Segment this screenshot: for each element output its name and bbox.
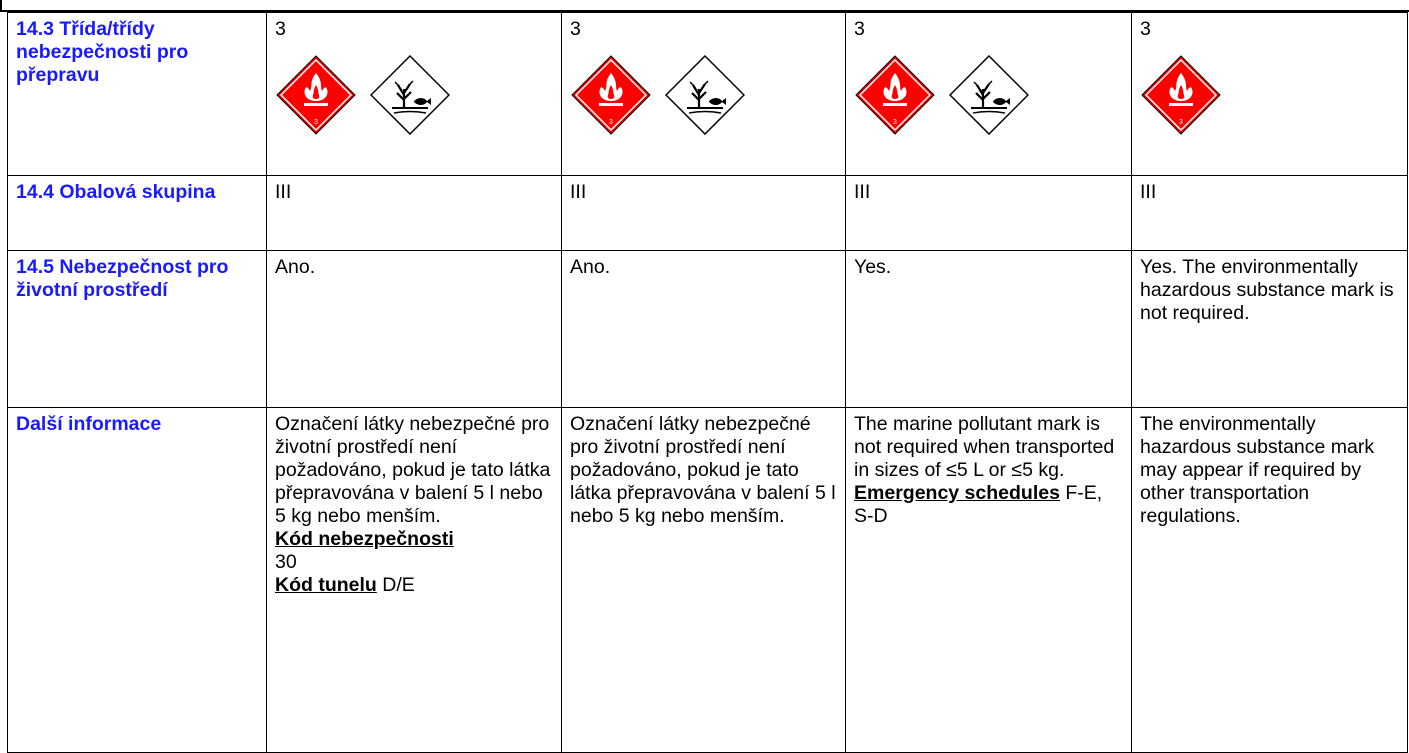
table-row	[8, 408, 1408, 753]
environment-icon	[370, 55, 450, 135]
hazard-code-label: Kód nebezpečnosti	[275, 528, 454, 550]
table-cell	[562, 408, 846, 753]
code-line	[275, 574, 553, 597]
flammable-liquid-icon	[571, 55, 651, 135]
table-cell: Yes.	[846, 251, 1132, 408]
code-line	[275, 528, 553, 574]
info-text: The marine pollutant mark is not required when transported in sizes of ≤5 L or ≤5 kg.	[854, 413, 1115, 481]
info-text: The environmentally hazardous substance mark may appear if required by other transportation regulations.	[1140, 413, 1375, 527]
emergency-schedules-label: Emergency schedules	[854, 482, 1060, 504]
table-cell: III	[1132, 176, 1408, 251]
hazard-code-value: 30	[275, 551, 297, 573]
table-cell	[846, 13, 1132, 176]
tunnel-code-label: Kód tunelu	[275, 574, 377, 596]
class-value: 3	[570, 18, 581, 40]
table-row	[8, 251, 1408, 408]
table-row	[8, 13, 1408, 176]
svg-text:3: 3	[893, 119, 897, 126]
table-cell: III	[846, 176, 1132, 251]
table-cell	[1132, 13, 1408, 176]
table-cell	[846, 408, 1132, 753]
flammable-liquid-icon	[1141, 55, 1221, 135]
svg-text:3: 3	[1179, 119, 1183, 126]
table-cell: Ano.	[267, 251, 562, 408]
tunnel-code-value: D/E	[382, 574, 415, 596]
svg-text:3: 3	[609, 119, 613, 126]
table-cell: III	[562, 176, 846, 251]
flammable-liquid-icon	[276, 55, 356, 135]
environment-icon	[665, 55, 745, 135]
table-cell: III	[267, 176, 562, 251]
info-text: Označení látky nebezpečné pro životní prostředí není požadováno, pokud je tato látka přepravována v balení 5 l nebo 5 kg nebo menším.	[570, 413, 836, 527]
table-row	[8, 176, 1408, 251]
table-cell	[1132, 408, 1408, 753]
emergency-schedules-value: F-E, S-D	[854, 482, 1103, 527]
table-cell: Yes. The environmentally hazardous substance mark is not required.	[1132, 251, 1408, 408]
top-border	[0, 0, 1409, 12]
row-header: 14.5 Nebezpečnost pro životní prostředí	[8, 251, 267, 408]
class-value: 3	[1140, 18, 1151, 40]
row-header: 14.3 Třída/třídy nebezpečnosti pro přepravu	[8, 13, 267, 176]
class-value: 3	[275, 18, 286, 40]
info-text: Označení látky nebezpečné pro životní prostředí není požadováno, pokud je tato látka přepravována v balení 5 l nebo 5 kg nebo menším.	[275, 413, 551, 527]
transport-info-table	[7, 12, 1408, 753]
environment-icon	[949, 55, 1029, 135]
row-header: 14.4 Obalová skupina	[8, 176, 267, 251]
table-cell	[267, 408, 562, 753]
table-cell: Ano.	[562, 251, 846, 408]
table-cell	[267, 13, 562, 176]
row-header: Další informace	[8, 408, 267, 753]
svg-text:3: 3	[314, 119, 318, 126]
code-line	[854, 482, 1123, 528]
table-cell	[562, 13, 846, 176]
flammable-liquid-icon	[855, 55, 935, 135]
class-value: 3	[854, 18, 865, 40]
